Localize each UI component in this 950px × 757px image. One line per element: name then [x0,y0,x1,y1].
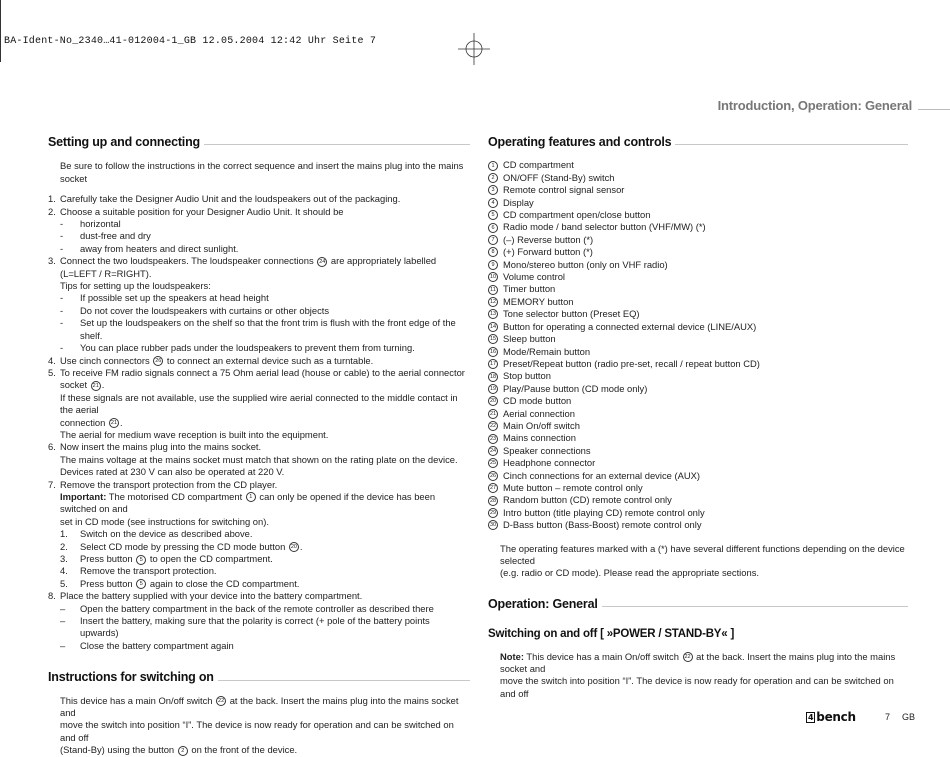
feature-label: Mute button – remote control only [503,481,643,493]
cd-substeps [48,528,470,590]
feature-label: Sleep button [503,333,556,345]
ref-number: 3 [488,185,498,195]
ref-number: 13 [489,311,497,318]
feature-label: Radio mode / band selector button (VHF/MW) (*) [503,221,706,233]
language-code: GB [902,712,916,722]
feature-item [488,308,908,320]
ref-number: 20 [489,398,497,405]
switching-on-heading: Instructions for switching on [48,671,470,683]
feature-label: Main On/off switch [503,419,580,431]
left-column [48,136,470,757]
list-item: – Insert the battery, making sure that the polarity is correct (+ pole of the battery points upwards) [60,615,430,639]
feature-label: Button for operating a connected external device (LINE/AUX) [503,320,757,332]
feature-label: (–) Reverse button (*) [503,233,594,245]
feature-label: CD compartment open/close button [503,209,651,221]
crop-mark [0,0,1,62]
ref-number: 18 [489,373,497,380]
feature-item [488,395,908,407]
feature-item [488,209,908,221]
feature-label: CD compartment [503,159,574,171]
feature-item [488,184,908,196]
ref-number: 16 [489,348,497,355]
ref-number: 10 [489,274,497,281]
feature-label: Remote control signal sensor [503,184,625,196]
ref-number: 9 [488,260,498,270]
ref-number: 6 [488,223,498,233]
feature-item [488,470,908,482]
ref-number: 24 [319,258,326,265]
feature-item [488,494,908,506]
feature-item [488,283,908,295]
ref-number: 24 [489,447,497,454]
ref-number: 7 [488,235,498,245]
page-number: 7 [885,712,891,722]
feature-label: Timer button [503,283,556,295]
feature-item [488,507,908,519]
feature-item [488,221,908,233]
list-item: - away from heaters and direct sunlight. [60,242,239,254]
note-paragraph: Note: This device has a main On/off switch 22 at the back. Insert the mains plug into the mains socket and move the switch into position “I”. The device is now ready for operation and can be switched on and off [500,650,896,699]
step-5: 5. To receive FM radio signals connect a 75 Ohm aerial lead (house or cable) to the aerial connector socket 21 . If these signals are not available, use the supplied wire aerial connected to the middle contact in the aerial connection 21 . The aerial for medium wave reception is built into the equipment. [48,366,465,440]
setup-heading: Setting up and connecting [48,136,470,148]
operation-general-heading: Operation: General [488,598,908,610]
step-7: 7. Remove the transport protection from the CD player. Important: The motorised CD compartment 1 can only be opened if the device has been switched on and set in CD mode (see instructions for switching on). [48,478,436,527]
list-item: 5. Press button 5 again to close the CD compartment. [60,577,300,589]
feature-item [488,519,908,531]
feature-label: Speaker connections [503,444,591,456]
feature-item [488,234,908,246]
header-rule [918,109,950,110]
registration-mark-icon [458,33,490,65]
ref-number: 2 [178,746,188,756]
list-item: - Set up the loudspeakers on the shelf so that the front trim is flush with the front edge of the shelf. [60,317,456,341]
feature-label: Tone selector button (Preset EQ) [503,308,640,320]
feature-label: MEMORY button [503,295,574,307]
list-item: – Open the battery compartment in the back of the remote controller as described there [60,602,434,614]
ref-number: 22 [218,698,225,705]
ref-number: 15 [489,336,497,343]
step-3: 3. Connect the two loudspeakers. The loudspeaker connections 24 are appropriately labelled (L=LEFT / R=RIGHT). Tips for setting up the loudspeakers: [48,255,437,292]
ref-number: 23 [489,435,497,442]
step-8: 8. Place the battery supplied with your device into the battery compartment. [48,590,363,602]
feature-item [488,172,908,184]
feature-item [488,296,908,308]
feature-label: CD mode button [503,395,572,407]
feature-item [488,358,908,370]
ref-number: 27 [489,485,497,492]
step-1: 1. Carefully take the Designer Audio Unit and the loudspeakers out of the packaging. [48,193,401,205]
ref-number: 11 [488,285,498,295]
feature-item [488,482,908,494]
feature-label: Stop button [503,370,551,382]
ref-number: 1 [488,161,498,171]
ref-number: 8 [488,247,498,257]
feature-label: Play/Pause button (CD mode only) [503,382,648,394]
ref-number: 26 [489,472,497,479]
ref-number: 21 [92,382,99,389]
features-note: The operating features marked with a (*) have several different functions depending on the device selected (e.g. radio or CD mode). Please read the appropriate sections. [500,542,905,579]
feature-item [488,246,908,258]
switching-on-off-heading: Switching on and off [ »POWER / STAND-BY« ] [488,628,735,641]
switching-on-text: This device has a main On/off switch 22 at the back. Insert the mains plug into the mains socket and move the switch into position “I”. The device is now ready for operation and can be switched on and off (Stand-By) using the button 2 on the front of the device. [60,694,459,756]
list-item: - dust-free and dry [60,230,151,242]
feature-item [488,420,908,432]
feature-item [488,383,908,395]
feature-label: Random button (CD) remote control only [503,494,672,506]
feature-label: Preset/Repeat button (radio pre-set, recall / repeat button CD) [503,357,760,369]
ref-number: 1 [246,492,256,502]
list-item: - Do not cover the loudspeakers with curtains or other objects [60,304,330,316]
feature-item [488,271,908,283]
feature-item [488,197,908,209]
list-item: - horizontal [60,218,121,230]
page-header: Introduction, Operation: General [717,98,912,113]
ref-number: 17 [489,361,497,368]
ref-number: 28 [489,497,497,504]
step-6: 6. Now insert the mains plug into the mains socket. The mains voltage at the mains socket must match that shown on the rating plate on the device. Devices rated at 230 V can also be operated at 220 V. [48,441,458,478]
feature-label: Volume control [503,271,566,283]
feature-label: D-Bass button (Bass-Boost) remote control only [503,519,702,531]
ref-number: 5 [488,210,498,220]
feature-item [488,445,908,457]
feature-item [488,159,908,171]
ref-number: 4 [488,198,498,208]
feature-item [488,370,908,382]
ref-number: 21 [489,410,497,417]
right-column [488,136,908,700]
list-item: - You can place rubber pads under the loudspeakers to prevent them from turning. [60,342,415,354]
feature-item [488,333,908,345]
ref-number: 22 [489,423,497,430]
step-4: 4. Use cinch connectors 26 to connect an external device such as a turntable. [48,354,374,366]
ref-number: 12 [489,299,497,306]
feature-label: Mode/Remain button [503,345,591,357]
feature-item [488,321,908,333]
print-slug: BA-Ident-No_2340…41-012004-1_GB 12.05.2004 12:42 Uhr Seite 7 [4,36,377,47]
feature-label: ON/OFF (Stand-By) switch [503,171,615,183]
list-item: 3. Press button 5 to open the CD compartment. [60,553,273,564]
feature-label: Aerial connection [503,407,575,419]
ref-number: 20 [290,544,297,551]
feature-item [488,259,908,271]
ref-number: 25 [489,460,497,467]
feature-label: Display [503,196,534,208]
list-item: 2. Select CD mode by pressing the CD mode button 20 . [60,540,303,552]
ref-number: 21 [110,420,118,427]
features-list [488,159,908,531]
setup-intro: Be sure to follow the instructions in the correct sequence and insert the mains plug into the mains socket [60,160,464,184]
ref-number: 29 [489,509,497,516]
ref-number: 5 [136,555,146,565]
list-item: 1. Switch on the device as described above. [60,528,253,540]
list-item: – Close the battery compartment again [60,639,234,651]
feature-label: Cinch connections for an external device (AUX) [503,469,700,481]
position-list [48,218,470,255]
ref-number: 5 [136,579,146,589]
feature-label: (+) Forward button (*) [503,246,593,258]
feature-item [488,457,908,469]
step-2: 2. Choose a suitable position for your Designer Audio Unit. It should be [48,205,344,217]
ref-number: 30 [489,522,497,529]
battery-list [48,603,470,653]
ref-number: 22 [684,654,691,661]
features-heading: Operating features and controls [488,136,908,148]
feature-item [488,408,908,420]
feature-label: Mono/stereo button (only on VHF radio) [503,258,668,270]
feature-label: Intro button (title playing CD) remote control only [503,506,705,518]
list-item: - If possible set up the speakers at head height [60,292,269,304]
ref-number: 2 [488,173,498,183]
feature-item [488,346,908,358]
feature-label: Mains connection [503,432,576,444]
ref-number: 19 [489,385,497,392]
feature-label: Headphone connector [503,457,596,469]
list-item: 4. Remove the transport protection. [60,565,217,577]
ref-number: 26 [155,358,162,365]
ref-number: 14 [489,323,497,330]
feature-item [488,432,908,444]
brand-logo: 4 bench [808,710,856,724]
tips-list [48,292,470,354]
